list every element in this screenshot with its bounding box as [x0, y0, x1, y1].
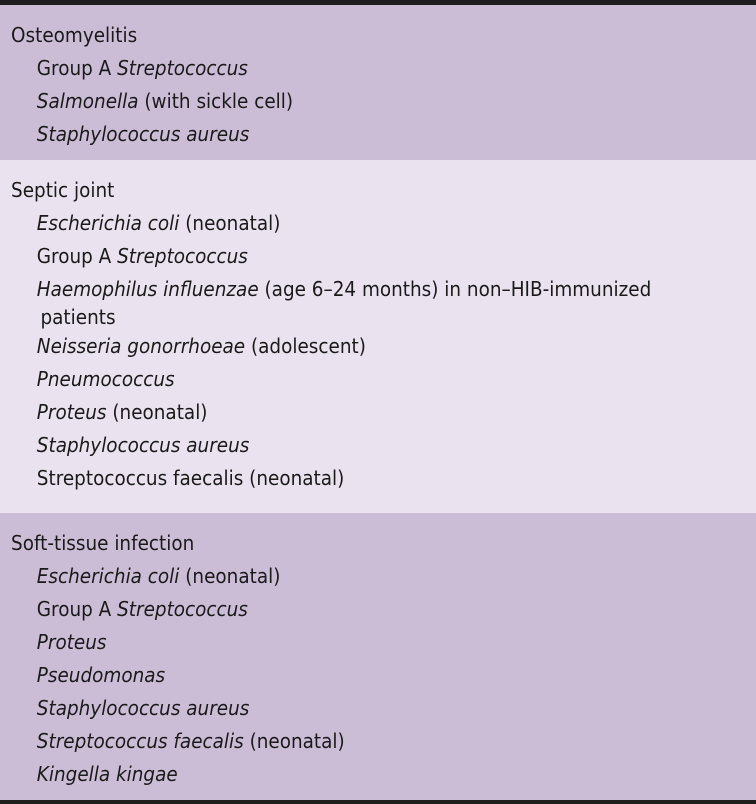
list-item: Streptococcus faecalis (neonatal): [36, 729, 345, 753]
list-item: Pneumococcus: [36, 367, 175, 391]
section-heading: Soft-tissue infection: [11, 531, 195, 555]
list-item: Group A Streptococcus: [36, 56, 248, 80]
list-item: Staphylococcus aureus: [36, 696, 250, 720]
section-heading: Septic joint: [11, 178, 115, 202]
list-item: Kingella kingae: [36, 762, 178, 786]
section-osteomyelitis: [0, 5, 756, 160]
list-item: Group A Streptococcus: [36, 244, 248, 268]
list-item: Staphylococcus aureus: [36, 433, 250, 457]
list-item: Group A Streptococcus: [36, 597, 248, 621]
list-item: Salmonella (with sickle cell): [36, 89, 294, 113]
list-item: Neisseria gonorrhoeae (adolescent): [36, 334, 366, 358]
section-septic-joint: [0, 160, 756, 513]
list-item: Proteus (neonatal): [36, 400, 208, 424]
list-item: Staphylococcus aureus: [36, 122, 250, 146]
list-item: Haemophilus influenzae (age 6–24 months) in non–HIB-immunized patients: [36, 277, 652, 329]
list-item: Escherichia coli (neonatal): [36, 564, 281, 588]
list-item: Streptococcus faecalis (neonatal): [36, 466, 345, 490]
list-item: Escherichia coli (neonatal): [36, 211, 281, 235]
list-item: Pseudomonas: [36, 663, 166, 687]
section-heading: Osteomyelitis: [11, 23, 138, 47]
section-soft-tissue-infection: [0, 513, 756, 800]
list-item: Proteus: [36, 630, 107, 654]
